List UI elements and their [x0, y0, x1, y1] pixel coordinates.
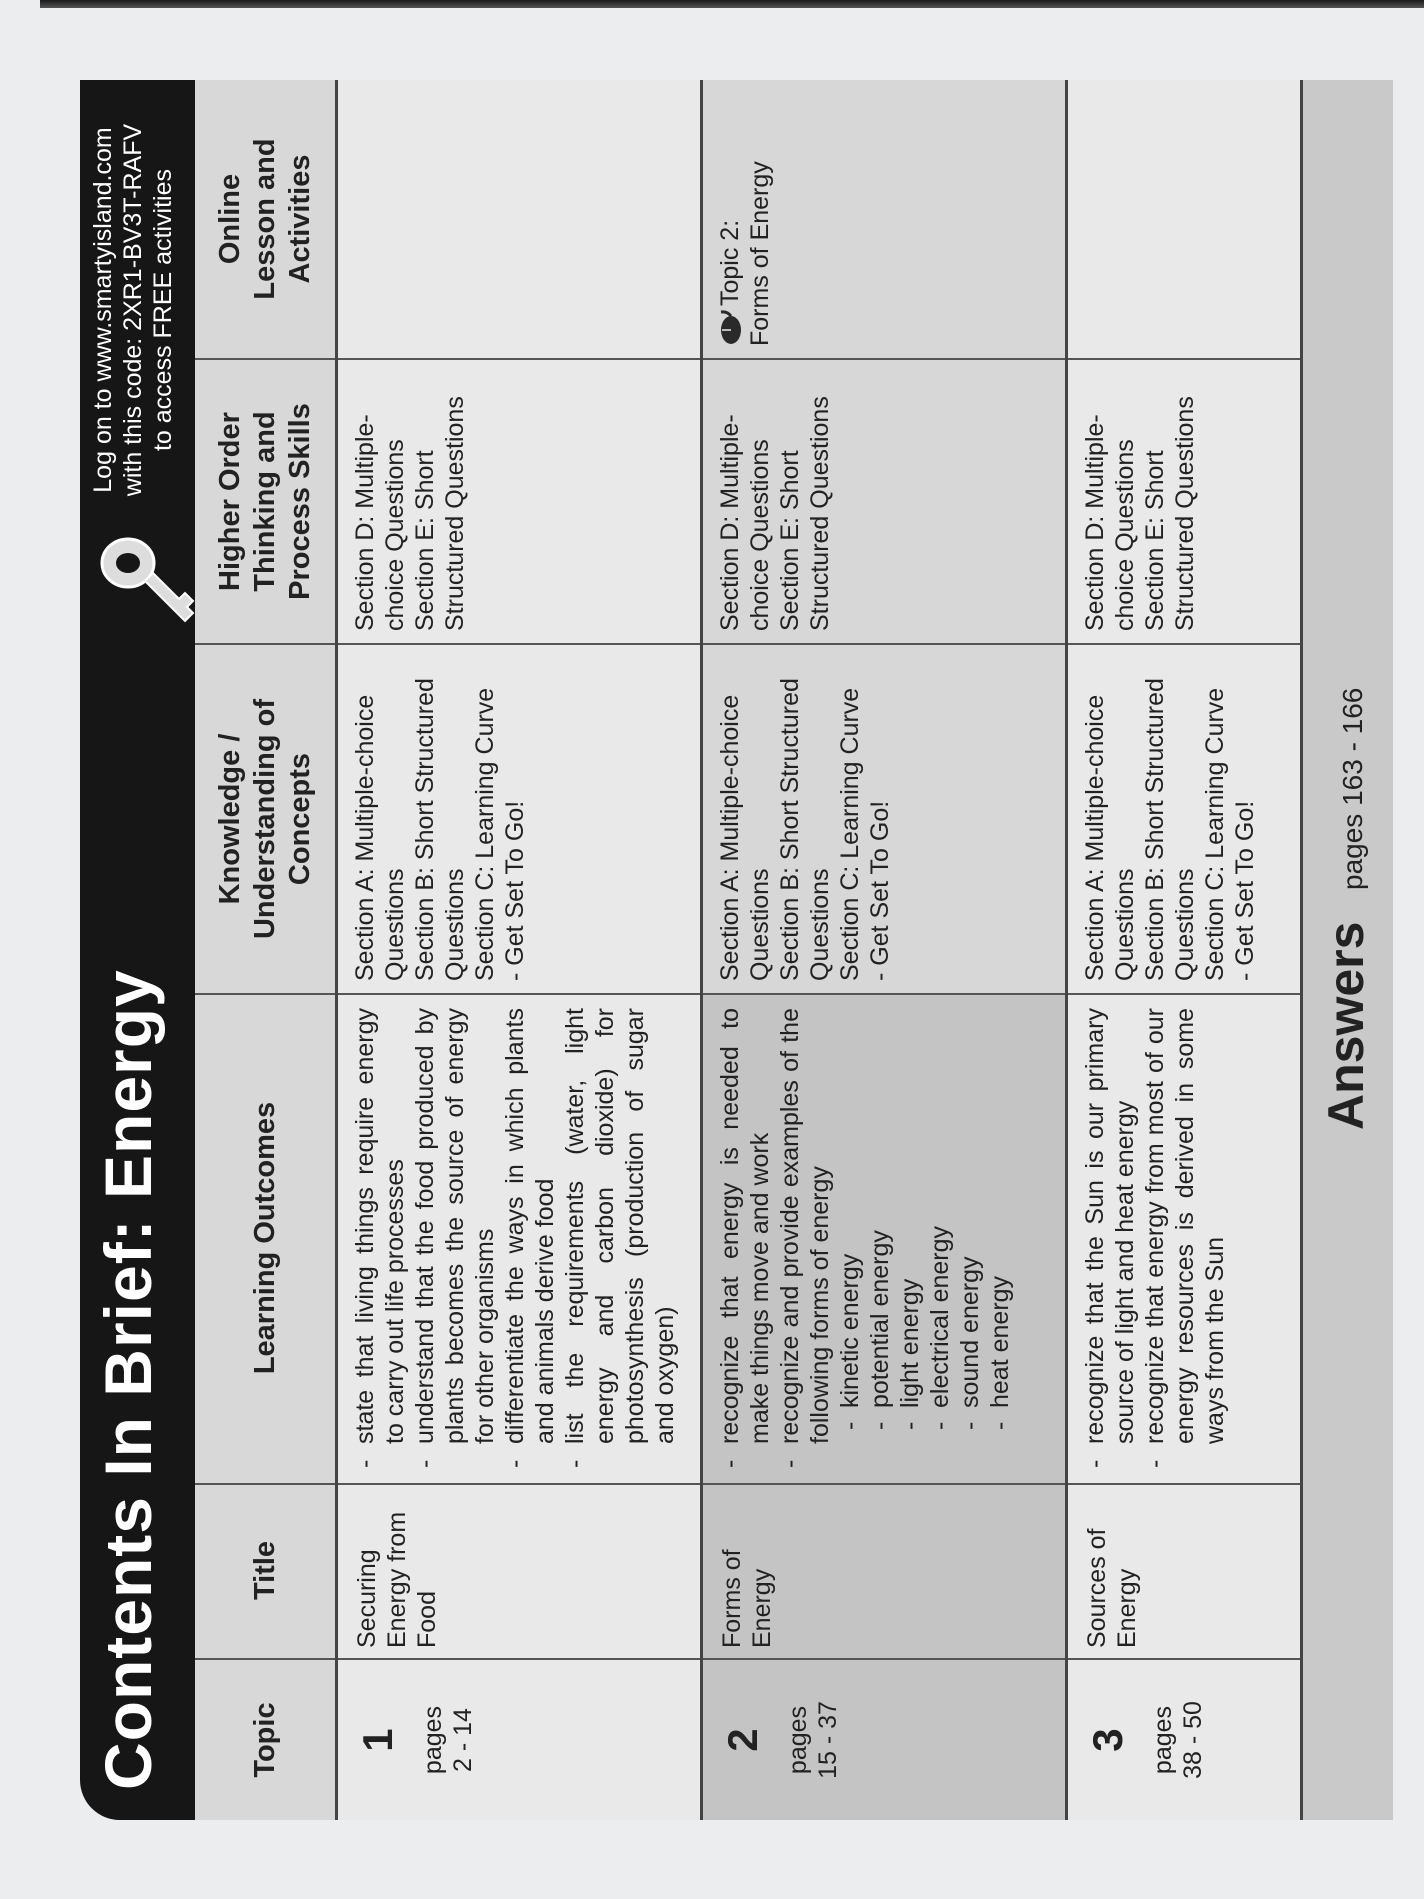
- section-line: Section A: Multiple-choice: [351, 694, 379, 981]
- section-line: Section C: Learning Curve: [471, 687, 499, 981]
- section-line: - Get Set To Go!: [866, 800, 894, 981]
- title-banner: [80, 80, 195, 1820]
- topic-pages: [1148, 1660, 1208, 1820]
- topic-number: 3: [1084, 1728, 1131, 1752]
- title-cell: [1068, 1485, 1303, 1660]
- outcomes-cell: [703, 995, 1068, 1485]
- topic-pages: [418, 1660, 478, 1820]
- online-access-info: [88, 100, 178, 520]
- section-line: Structured Questions: [806, 396, 834, 631]
- pages-label: pages: [784, 1705, 812, 1775]
- section-line: Section D: Multiple-: [1081, 414, 1109, 631]
- pages-label: pages: [419, 1705, 447, 1775]
- header-higher-order: Higher Order Thinking and Process Skills: [195, 360, 335, 645]
- section-line: choice Questions: [381, 439, 409, 631]
- online-line-3: to access FREE activities: [149, 168, 177, 452]
- outcomes-list: [715, 1008, 1015, 1468]
- section-line: Section E: Short: [411, 450, 439, 631]
- header-online: Online Lesson and Activities: [195, 80, 335, 360]
- topic-cell: [703, 1660, 1068, 1820]
- section-line: Section D: Multiple-: [351, 414, 379, 631]
- section-line: Section A: Multiple-choice: [716, 694, 744, 981]
- topic-title: Securing Energy from Food: [353, 1511, 441, 1648]
- higher-order-sections: [350, 396, 470, 631]
- topic-cell: [1068, 1660, 1303, 1820]
- section-line: choice Questions: [1111, 439, 1139, 631]
- outcomes-cell: [338, 995, 703, 1485]
- pages-label: pages: [1149, 1705, 1177, 1775]
- topic-title: Sources of Energy: [1083, 1528, 1141, 1648]
- answers-row: [1300, 80, 1393, 1820]
- online-line-1: Log on to www.smartyisland.com: [89, 127, 117, 493]
- section-line: Section A: Multiple-choice: [1081, 694, 1109, 981]
- topic-cell: [338, 1660, 703, 1820]
- section-line: Section B: Short Structured: [776, 678, 804, 981]
- outcome-item: - recognize and provide examples of the following forms of energy: [775, 1008, 835, 1468]
- online-cell: [338, 80, 703, 360]
- online-line-2: with this code: 2XR1-BV3T-RAFV: [119, 123, 147, 497]
- section-line: Structured Questions: [1171, 396, 1199, 631]
- section-line: Section C: Learning Curve: [836, 687, 864, 981]
- outcome-item: - recognize that the Sun is our primary source of light and heat energy: [1080, 1008, 1140, 1468]
- table-row: [335, 80, 703, 1820]
- section-line: Questions: [441, 868, 469, 981]
- section-line: Section C: Learning Curve: [1201, 687, 1229, 981]
- energy-form-item: - potential energy: [865, 1008, 895, 1468]
- key-icon: [90, 525, 200, 635]
- section-line: Section E: Short: [776, 450, 804, 631]
- contents-sheet: [80, 80, 1390, 1820]
- section-line: Section D: Multiple-: [716, 414, 744, 631]
- section-line: Questions: [381, 868, 409, 981]
- knowledge-cell: [703, 645, 1068, 995]
- outcome-item: - understand that the food produced by plants becomes the source of energy for other organisms: [410, 1008, 500, 1468]
- topic-number: 2: [719, 1728, 766, 1752]
- online-lesson-link[interactable]: [715, 161, 775, 346]
- online-topic-label: Topic 2:: [716, 219, 744, 306]
- pages-range: 2 - 14: [449, 1708, 477, 1772]
- page-title: Contents In Brief: Energy: [91, 969, 165, 1790]
- table-row: [700, 80, 1068, 1820]
- section-line: choice Questions: [746, 439, 774, 631]
- section-line: Questions: [806, 868, 834, 981]
- outcomes-cell: [1068, 995, 1303, 1485]
- outcomes-list: [350, 1008, 680, 1468]
- mouse-icon: [719, 310, 743, 346]
- outcome-item: - differentiate the ways in which plants and animals derive food: [500, 1008, 560, 1468]
- energy-form-item: - sound energy: [955, 1008, 985, 1468]
- title-cell: [703, 1485, 1068, 1660]
- higher-order-cell: [703, 360, 1068, 645]
- section-line: Section E: Short: [1141, 450, 1169, 631]
- section-line: - Get Set To Go!: [501, 800, 529, 981]
- outcomes-list: [1080, 1008, 1230, 1468]
- header-learning-outcomes: Learning Outcomes: [195, 993, 335, 1485]
- header-topic: Topic: [248, 1702, 281, 1778]
- knowledge-sections: [350, 678, 530, 981]
- section-line: Section B: Short Structured: [411, 678, 439, 981]
- higher-order-sections: [1080, 396, 1200, 631]
- section-line: Structured Questions: [441, 396, 469, 631]
- header-knowledge: Knowledge / Understanding of Concepts: [195, 645, 335, 995]
- online-topic-title: Forms of Energy: [746, 161, 774, 346]
- section-line: Questions: [1111, 868, 1139, 981]
- pages-range: 38 - 50: [1179, 1701, 1207, 1779]
- topic-pages: [783, 1660, 843, 1820]
- energy-form-item: - electrical energy: [925, 1008, 955, 1468]
- answers-title: Answers: [1318, 921, 1374, 1130]
- outcome-item: - state that living things require energy to carry out life processes: [350, 1008, 410, 1468]
- knowledge-cell: [338, 645, 703, 995]
- higher-order-cell: [338, 360, 703, 645]
- header-title: Title: [195, 1483, 335, 1660]
- knowledge-sections: [715, 678, 895, 981]
- higher-order-sections: [715, 396, 835, 631]
- title-cell: [338, 1485, 703, 1660]
- pages-range: 15 - 37: [814, 1701, 842, 1779]
- energy-form-item: - light energy: [895, 1008, 925, 1468]
- page-top-edge: [40, 0, 1424, 8]
- section-line: Questions: [746, 868, 774, 981]
- energy-form-item: - heat energy: [985, 1008, 1015, 1468]
- section-line: Questions: [1171, 868, 1199, 981]
- knowledge-sections: [1080, 678, 1260, 981]
- outcome-item: - recognize that energy from most of our energy resources is derived in some ways from the Sun: [1140, 1008, 1230, 1468]
- topic-number: 1: [354, 1728, 401, 1752]
- higher-order-cell: [1068, 360, 1303, 645]
- outcome-item: - recognize that energy is needed to make things move and work: [715, 1008, 775, 1468]
- section-line: Section B: Short Structured: [1141, 678, 1169, 981]
- table-row: [1065, 80, 1303, 1820]
- outcome-item: - list the requirements (water, light energy and carbon dioxide) for photosynthesis (production of sugar and oxygen): [560, 1008, 680, 1468]
- section-line: - Get Set To Go!: [1231, 800, 1259, 981]
- topic-title: Forms of Energy: [718, 1549, 776, 1648]
- answers-pages: pages 163 - 166: [1337, 687, 1368, 890]
- knowledge-cell: [1068, 645, 1303, 995]
- online-cell: [1068, 80, 1303, 360]
- online-cell: [703, 80, 1068, 360]
- energy-form-item: - kinetic energy: [835, 1008, 865, 1468]
